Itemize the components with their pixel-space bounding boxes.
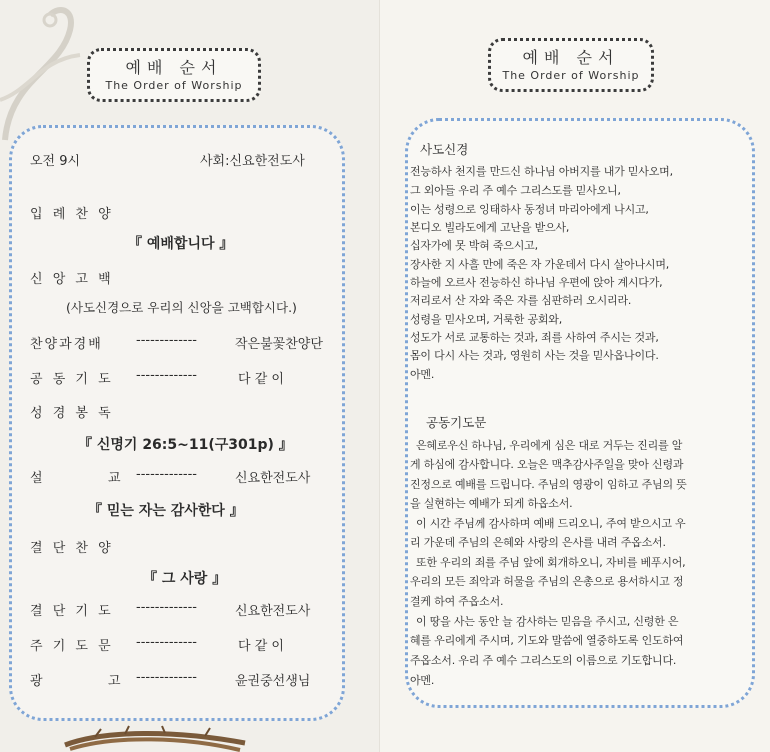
right-title-english: The Order of Worship xyxy=(502,69,640,82)
creed-line: 아멘. xyxy=(410,368,435,381)
decision-prayer-label: 결 단 기 도 xyxy=(30,604,114,619)
sermon-title: 『 믿는 자는 감사한다 』 xyxy=(88,503,244,519)
right-title-korean: 예배 순서 xyxy=(522,48,620,67)
confession-label: 신 앙 고 백 xyxy=(30,272,114,287)
prayer-line: 이 땅을 사는 동안 늘 감사하는 믿음을 주시고, 신령한 은 xyxy=(416,615,679,628)
creed-line: 저리로서 산 자와 죽은 자를 심판하러 오시리라. xyxy=(410,294,632,307)
lords-prayer-value: 다 같 이 xyxy=(238,639,284,654)
sermon-dashes: ------------- xyxy=(136,467,197,482)
choir-dashes: ------------- xyxy=(136,333,197,348)
decision-prayer-dashes: ------------- xyxy=(136,600,197,615)
creed-line: 장사한 지 사흘 만에 죽은 자 가운데서 다시 살아나시며, xyxy=(410,258,670,271)
left-title-english: The Order of Worship xyxy=(105,79,243,92)
decision-prayer-value: 신요한전도사 xyxy=(235,604,311,619)
opening-hymn-label: 입 례 찬 양 xyxy=(30,207,114,222)
prayer-line: 리 가운데 주님의 은혜와 사랑의 은사를 내려 주옵소서. xyxy=(410,536,666,549)
right-title-box xyxy=(488,38,654,92)
choir-label: 찬양과경배 xyxy=(30,337,103,352)
creed-line: 십자가에 못 박혀 죽으시고, xyxy=(410,239,538,252)
service-time: 오전 9시 xyxy=(30,154,81,169)
choir-value: 작은불꽃찬양단 xyxy=(235,337,323,352)
left-title-box xyxy=(87,48,261,102)
creed-line: 성도가 서로 교통하는 것과, 죄를 사하여 주시는 것과, xyxy=(410,331,659,344)
left-page xyxy=(0,0,380,752)
prayer-dashes: ------------- xyxy=(136,368,197,383)
prayer-line: 진정으로 예배를 드립니다. 주님의 영광이 임하고 주님의 뜻 xyxy=(410,478,687,491)
thorn-crown-image xyxy=(55,725,255,752)
prayer-label: 공 동 기 도 xyxy=(30,372,114,387)
prayer-line: 게 하심에 감사합니다. 오늘은 맥추감사주일을 맞아 신령과 xyxy=(410,458,684,471)
left-title-korean: 예배 순서 xyxy=(125,58,223,77)
decision-hymn-title: 『 그 사랑 』 xyxy=(143,571,227,587)
lords-prayer-label: 주 기 도 문 xyxy=(30,639,114,654)
sermon-label-1: 설 xyxy=(30,471,43,486)
prayer-line: 혜를 우리에게 주시며, 기도와 말씀에 열중하도록 인도하여 xyxy=(410,634,684,647)
prayer-line: 우리의 모든 죄악과 허물을 주님의 은총으로 용서하시고 정 xyxy=(410,575,684,588)
reading-reference: 『 신명기 26:5~11(구301p) 』 xyxy=(78,437,293,453)
prayer-value: 다 같 이 xyxy=(238,372,284,387)
announcement-label-2: 고 xyxy=(108,674,121,689)
announcement-label-1: 광 xyxy=(30,674,43,689)
presider: 사회:신요한전도사 xyxy=(200,154,305,169)
sermon-label-2: 교 xyxy=(108,471,121,486)
prayer-line: 은혜로우신 하나님, 우리에게 심은 대로 거두는 진리를 알 xyxy=(416,439,683,452)
creed-line: 이는 성령으로 잉태하사 동정녀 마리아에게 나시고, xyxy=(410,203,649,216)
prayer-line: 또한 우리의 죄를 주님 앞에 회개하오니, 자비를 베푸시어, xyxy=(416,556,686,569)
prayer-line: 아멘. xyxy=(410,674,435,687)
reading-label: 성 경 봉 독 xyxy=(30,406,114,421)
right-page xyxy=(380,0,770,752)
creed-line: 본디오 빌라도에게 고난을 받으사, xyxy=(410,221,570,234)
creed-line: 하늘에 오르사 전능하신 하나님 우편에 앉아 계시다가, xyxy=(410,276,663,289)
creed-line: 전능하사 천지를 만드신 하나님 아버지를 내가 믿사오며, xyxy=(410,165,673,178)
decision-hymn-label: 결 단 찬 양 xyxy=(30,541,114,556)
prayer-line: 주옵소서. 우리 주 예수 그리스도의 이름으로 기도합니다. xyxy=(410,654,677,667)
prayer-line: 이 시간 주님께 감사하며 예배 드리오니, 주여 받으시고 우 xyxy=(416,517,686,530)
creed-heading: 사도신경 xyxy=(420,142,469,157)
announcement-value: 윤권중선생님 xyxy=(235,674,311,689)
creed-line: 그 외아들 우리 주 예수 그리스도를 믿사오니, xyxy=(410,184,621,197)
prayer-line: 결케 하여 주옵소서. xyxy=(410,595,504,608)
lords-prayer-dashes: ------------- xyxy=(136,635,197,650)
prayer-line: 을 실현하는 예배가 되게 하옵소서. xyxy=(410,497,573,510)
creed-line: 성령을 믿사오며, 거룩한 공회와, xyxy=(410,313,563,326)
prayer-heading: 공동기도문 xyxy=(426,415,487,430)
announcement-dashes: ------------- xyxy=(136,670,197,685)
creed-line: 몸이 다시 사는 것과, 영원히 사는 것을 믿사옵나이다. xyxy=(410,349,659,362)
sermon-preacher: 신요한전도사 xyxy=(235,471,311,486)
confession-note: (사도신경으로 우리의 신앙을 고백합시다.) xyxy=(66,300,297,315)
opening-hymn-title: 『 예배합니다 』 xyxy=(128,236,234,252)
